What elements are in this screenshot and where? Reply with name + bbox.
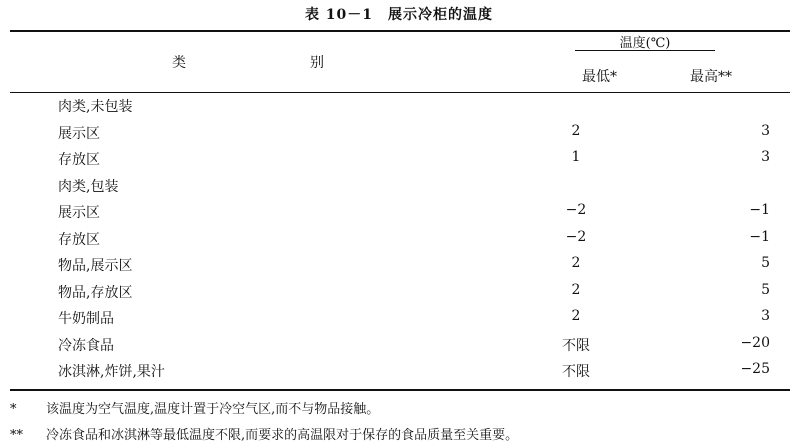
row-category: 展示区 [58,205,100,221]
footnote-text: 该温度为空气温度,温度计置于冷空气区,而不与物品接触。 [46,402,380,417]
row-min-temp: 不限 [562,337,590,354]
row-max-temp: −25 [740,361,770,377]
table-row [0,361,798,385]
table-title: 表 10－1 展示冷柜的温度 [304,7,494,23]
min-temp-header: 最低* [582,69,617,85]
row-min-temp: 1 [571,149,581,165]
max-temp-header: 最高** [690,69,732,85]
table-row [0,255,798,279]
bottom-rule [10,389,790,391]
row-min-temp: 2 [571,122,581,139]
row-category: 肉类,包装 [58,178,119,195]
row-category: 物品,展示区 [58,258,133,274]
row-max-temp: 3 [761,149,770,165]
category-header-part2: 别 [310,55,324,71]
row-max-temp: 5 [761,281,770,298]
table-row [0,96,798,120]
temperature-group-header: 温度(℃) [619,36,671,51]
row-max-temp: 3 [761,308,770,324]
row-min-temp: 2 [571,308,581,324]
row-min-temp: −2 [565,228,587,245]
header-rule [10,92,790,93]
table-row [0,229,798,253]
row-category: 物品,存放区 [58,284,133,301]
table-row [0,149,798,173]
row-max-temp: −1 [749,228,770,245]
category-header-part1: 类 [172,55,186,71]
footnote-mark: ** [10,428,23,443]
row-min-temp: 不限 [562,364,590,380]
row-category: 展示区 [58,125,100,142]
table-row [0,335,798,359]
row-category: 牛奶制品 [58,311,114,327]
table-row [0,176,798,200]
row-category: 存放区 [58,231,100,248]
row-min-temp: 2 [571,281,581,298]
table-row [0,123,798,147]
row-category: 肉类,未包装 [58,99,133,115]
table-row [0,202,798,226]
row-min-temp: 2 [571,255,581,271]
row-category: 冰淇淋,炸饼,果汁 [58,364,165,380]
row-min-temp: −2 [565,202,587,218]
footnote-1 [10,398,379,417]
row-max-temp: −1 [749,202,770,218]
row-category: 存放区 [58,152,100,168]
footnote-mark: * [10,402,17,417]
table-row [0,308,798,332]
row-category: 冷冻食品 [58,337,114,354]
footnote-text: 冷冻食品和冰淇淋等最低温度不限,而要求的高温限对于保存的食品质量至关重要。 [46,428,519,443]
row-max-temp: −20 [740,334,770,351]
footnote-2 [10,424,518,443]
table-row [0,282,798,306]
row-max-temp: 5 [761,255,770,271]
row-max-temp: 3 [761,122,770,139]
